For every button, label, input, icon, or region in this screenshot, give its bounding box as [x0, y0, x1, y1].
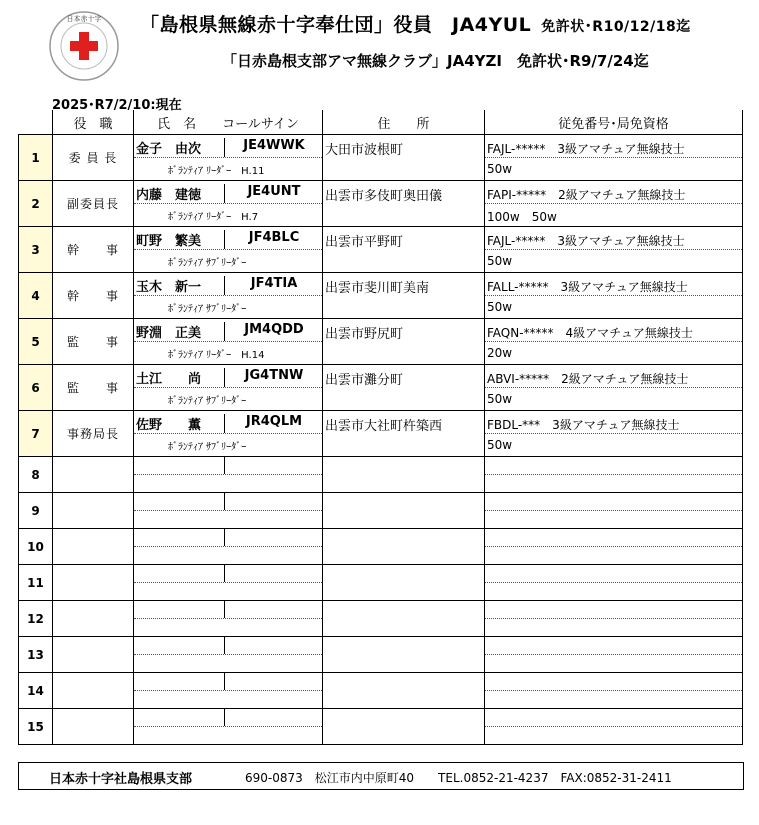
empty-name [134, 673, 323, 709]
table-row [19, 411, 743, 457]
table-header [19, 110, 743, 135]
member-name: 野淵 正美 [136, 326, 202, 341]
volunteer-rank: ﾎﾞﾗﾝﾃｨｱ ｻﾌﾞﾘｰﾀﾞｰ [168, 258, 247, 269]
footer-organization: 日本赤十字社島根県支部 [49, 772, 193, 787]
callsign: JG4TNW [224, 368, 323, 387]
callsign: JF4BLC [224, 230, 323, 249]
empty-row [19, 673, 743, 709]
member-address: 出雲市灘分町 [325, 373, 404, 388]
license-qualification: FAPI-***** 2級アマチュア無線技士 [487, 188, 686, 202]
footer-address-phone: 690-0873 松江市内中原町40 TEL.0852-21-4237 FAX:0852-31-2411 [245, 771, 672, 785]
empty-license [485, 529, 743, 565]
officer-role: 幹 事 [53, 227, 134, 273]
row-number: 14 [19, 673, 53, 709]
license-qualification: ABVI-***** 2級アマチュア無線技士 [487, 372, 689, 386]
volunteer-rank: ﾎﾞﾗﾝﾃｨｱ ﾘｰﾀﾞｰ H.7 [168, 212, 259, 223]
row-number: 1 [19, 135, 53, 181]
empty-row [19, 565, 743, 601]
empty-license [485, 493, 743, 529]
empty-address [323, 493, 485, 529]
table-row [19, 227, 743, 273]
row-number: 12 [19, 601, 53, 637]
empty-address [323, 529, 485, 565]
footer-contact [18, 762, 744, 790]
row-number: 4 [19, 273, 53, 319]
header-address: 住 所 [323, 110, 485, 135]
red-cross-logo [48, 10, 120, 82]
empty-role [53, 529, 134, 565]
empty-row [19, 709, 743, 745]
empty-name [134, 637, 323, 673]
empty-address [323, 637, 485, 673]
volunteer-rank: ﾎﾞﾗﾝﾃｨｱ ｻﾌﾞﾘｰﾀﾞｰ [168, 304, 247, 315]
callsign: JR4QLM [224, 414, 323, 433]
empty-role [53, 565, 134, 601]
empty-role [53, 673, 134, 709]
empty-row [19, 637, 743, 673]
empty-license [485, 673, 743, 709]
member-address: 出雲市大社町杵築西 [325, 419, 443, 434]
header-license: 従免番号･局免資格 [485, 110, 743, 135]
header-blank [19, 110, 53, 135]
empty-row [19, 529, 743, 565]
empty-license [485, 709, 743, 745]
table-row [19, 365, 743, 411]
license-expiry: 免許状･R10/12/18迄 [541, 19, 691, 35]
callsign: JE4UNT [224, 184, 323, 203]
empty-license [485, 565, 743, 601]
callsign: JE4WWK [224, 138, 323, 157]
as-of-date: 2025･R7/2/10:現在 [52, 98, 182, 113]
member-address: 出雲市多伎町奥田儀 [325, 189, 443, 204]
empty-role [53, 457, 134, 493]
officer-role: 監 事 [53, 365, 134, 411]
empty-row [19, 493, 743, 529]
row-number: 15 [19, 709, 53, 745]
member-address: 大田市波根町 [325, 143, 404, 158]
member-name: 佐野 薫 [136, 418, 202, 433]
member-name: 町野 繁美 [136, 234, 202, 249]
empty-name [134, 529, 323, 565]
volunteer-rank: ﾎﾞﾗﾝﾃｨｱ ｻﾌﾞﾘｰﾀﾞｰ [168, 396, 247, 407]
member-name: 土江 尚 [136, 372, 202, 387]
empty-address [323, 709, 485, 745]
empty-address [323, 565, 485, 601]
row-number: 11 [19, 565, 53, 601]
page-subtitle: 「日赤島根支部アマ無線クラブ」JA4YZI 免許状･R9/7/24迄 [222, 52, 649, 70]
volunteer-rank: ﾎﾞﾗﾝﾃｨｱ ﾘｰﾀﾞｰ H.14 [168, 350, 265, 361]
row-number: 13 [19, 637, 53, 673]
empty-address [323, 457, 485, 493]
title-text: 「島根県無線赤十字奉仕団」役員 JA4YUL [140, 14, 532, 36]
empty-role [53, 709, 134, 745]
station-power: 20w [487, 346, 513, 360]
header-name-callsign: 氏 名 コールサイン [134, 110, 323, 135]
license-qualification: FALL-***** 3級アマチュア無線技士 [487, 280, 688, 294]
empty-license [485, 457, 743, 493]
station-power: 50w [487, 162, 513, 176]
license-qualification: FAQN-***** 4級アマチュア無線技士 [487, 326, 693, 340]
row-number: 10 [19, 529, 53, 565]
row-number: 2 [19, 181, 53, 227]
callsign: JM4QDD [224, 322, 323, 341]
table-row [19, 319, 743, 365]
officer-table [18, 110, 743, 745]
table-row [19, 273, 743, 319]
member-address: 出雲市野尻町 [325, 327, 404, 342]
row-number: 6 [19, 365, 53, 411]
empty-address [323, 673, 485, 709]
callsign: JF4TIA [224, 276, 323, 295]
empty-license [485, 637, 743, 673]
table-row [19, 135, 743, 181]
officer-role: 委 員 長 [53, 135, 134, 181]
empty-name [134, 601, 323, 637]
officer-role: 監 事 [53, 319, 134, 365]
row-number: 9 [19, 493, 53, 529]
license-qualification: FBDL-*** 3級アマチュア無線技士 [487, 418, 680, 432]
row-number: 8 [19, 457, 53, 493]
row-number: 7 [19, 411, 53, 457]
empty-role [53, 637, 134, 673]
page-title [140, 10, 691, 37]
empty-name [134, 709, 323, 745]
table-row [19, 181, 743, 227]
officer-role: 事務局長 [53, 411, 134, 457]
station-power: 50w [487, 254, 513, 268]
row-number: 3 [19, 227, 53, 273]
empty-name [134, 457, 323, 493]
member-address: 出雲市平野町 [325, 235, 404, 250]
member-name: 玉木 新一 [136, 280, 202, 295]
station-power: 50w [487, 300, 513, 314]
empty-name [134, 565, 323, 601]
member-name: 金子 由次 [136, 142, 202, 157]
volunteer-rank: ﾎﾞﾗﾝﾃｨｱ ｻﾌﾞﾘｰﾀﾞｰ [168, 442, 247, 453]
empty-role [53, 601, 134, 637]
station-power: 50w [487, 392, 513, 406]
header-role: 役 職 [53, 110, 134, 135]
member-address: 出雲市斐川町美南 [325, 281, 430, 296]
svg-text:日本赤十字: 日本赤十字 [66, 15, 102, 23]
empty-row [19, 457, 743, 493]
officer-role: 副委員長 [53, 181, 134, 227]
officer-role: 幹 事 [53, 273, 134, 319]
license-qualification: FAJL-***** 3級アマチュア無線技士 [487, 142, 685, 156]
license-qualification: FAJL-***** 3級アマチュア無線技士 [487, 234, 685, 248]
member-name: 内藤 建徳 [136, 188, 202, 203]
volunteer-rank: ﾎﾞﾗﾝﾃｨｱ ﾘｰﾀﾞｰ H.11 [168, 166, 265, 177]
row-number: 5 [19, 319, 53, 365]
empty-address [323, 601, 485, 637]
empty-name [134, 493, 323, 529]
empty-role [53, 493, 134, 529]
empty-license [485, 601, 743, 637]
station-power: 100w 50w [487, 210, 557, 224]
station-power: 50w [487, 438, 513, 452]
empty-row [19, 601, 743, 637]
